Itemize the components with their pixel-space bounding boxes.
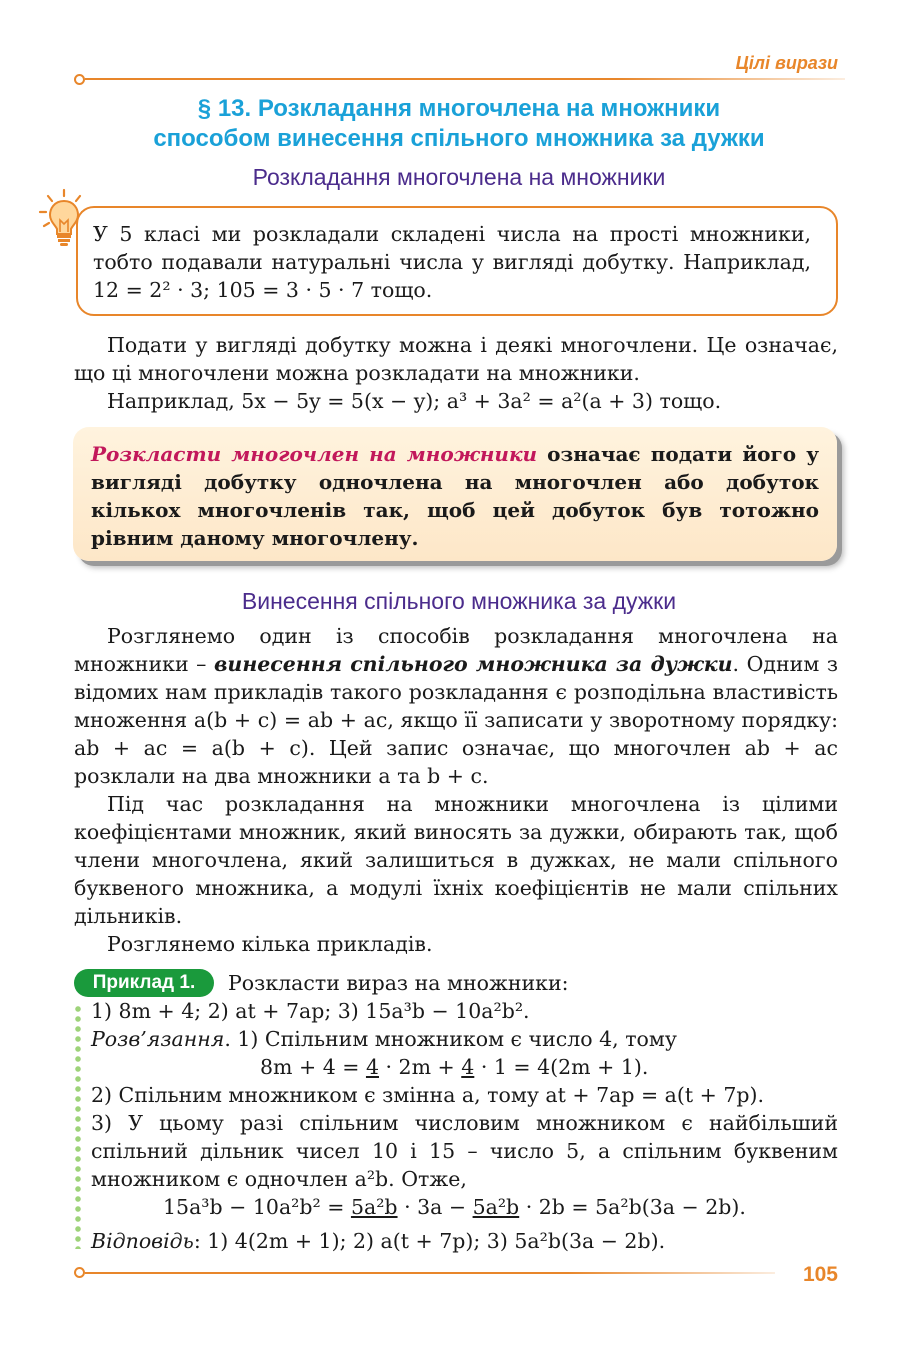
running-head: Цілі вирази xyxy=(735,53,838,73)
header-rule-dot xyxy=(74,74,85,85)
solution-step-2: 2) Спільним множником є змінна a, тому at + 7ap = a(t + 7p). xyxy=(91,1083,765,1107)
answer-line: Відповідь: 1) 4(2m + 1); 2) a(t + 7p); 3) 5a²b(3a − 2b). xyxy=(91,1229,666,1253)
paragraph-2: Наприклад, 5x − 5y = 5(x − y); a³ + 3a² = a²(a + 3) тощо. xyxy=(107,389,722,413)
subheading-common-factor: Винесення спільного множника за дужки xyxy=(241,588,677,614)
example-dotted-rule xyxy=(75,1004,81,1249)
answer-label: Відповідь xyxy=(91,1229,194,1253)
subheading-factorization: Розкладання многочлена на множники xyxy=(252,164,666,190)
equation-2: 15a³b − 10a²b² = 5a²b · 3a − 5a²b · 2b = 5a²b(3a − 2b). xyxy=(163,1195,746,1219)
section-title-line1: § 13. Розкладання многочлена на множники xyxy=(197,95,721,122)
footer-rule xyxy=(85,1272,775,1274)
section-title-line2: способом винесення спільного множника за дужки xyxy=(153,125,765,152)
equation-1: 8m + 4 = 4 · 2m + 4 · 1 = 4(2m + 1). xyxy=(260,1055,649,1079)
paragraph-5: Розглянемо кілька прикладів. xyxy=(107,932,433,956)
paragraph-1: Подати у вигляді добутку можна і деякі многочлени. Це означає, що ці многочлени можна розкладати на множники. Наприклад, 5x − 5y = 5(x − y); a³ + 3a² = a²(a + 3) тощо. xyxy=(74,333,838,413)
example-badge: Приклад 1. xyxy=(74,969,214,997)
definition-term: Розкласти многочлен на множники xyxy=(91,442,538,466)
header-rule xyxy=(85,78,845,80)
intro-box-text: У 5 класі ми розкладали складені числа на прості множники, тобто подавали натуральні числа у вигляді добутку. Наприклад, 12 = 2² · 3; 105 = 3 · 5 · 7 тощо. xyxy=(93,222,811,302)
example-task: Розкласти вираз на множники: xyxy=(228,971,569,995)
paragraph-4: Під час розкладання на множники многочлена із цілими коефіцієнтами множник, який виносять за дужки, обирають так, щоб члени многочлена, який залишиться в дужках, не мали спільного буквеного множника, а модулі їхніх коефіцієнтів не мали спільних дільників. xyxy=(74,792,838,928)
definition-text: Розкласти многочлен на множники означає подати його у вигляді добутку одночлена на многочлен або добуток кількох многочленів так, щоб цей добуток був тотожно рівним даному многочлену. xyxy=(91,442,819,550)
page-number: 105 xyxy=(802,1263,838,1286)
emphasis-term: винесення спільного множника за дужки xyxy=(213,652,733,676)
footer-rule-dot xyxy=(74,1267,85,1278)
example-items: 1) 8m + 4; 2) at + 7ap; 3) 15a³b − 10a²b². xyxy=(91,999,530,1023)
paragraph-3: Розглянемо один із способів розкладання многочлена на множники – винесення спільного множника за дужки. Одним з відомих нам прикладів такого розкладання є розподільна властивість множення a(b + c) = ab + ac, якщо її записати у зворотному порядку: ab + ac = a(b + c). Цей запис означає, що многочлен ab + ac розклали на два множники a та b + c. Під час розкладання на множники многочлена із цілими коефіцієнтами множник, який виносять за дужки, обирають так, щоб члени многочлена, який залишиться в дужках, не мали спільного буквеного множника, а модулі їхніх коефіцієнтів не мали спільних дільників. Розглянемо кілька прикладів. xyxy=(74,624,838,956)
solution-step-3: 3) У цьому разі спільним числовим множником є найбільший спільний дільник чисел 10 і 15 – число 5, а спільним буквеним множником є одночлен a²b. Отже, xyxy=(91,1111,838,1191)
solution-step-1: Розв’язання. 1) Спільним множником є число 4, тому xyxy=(91,1027,677,1051)
solution-label: Розв’язання xyxy=(91,1027,225,1051)
